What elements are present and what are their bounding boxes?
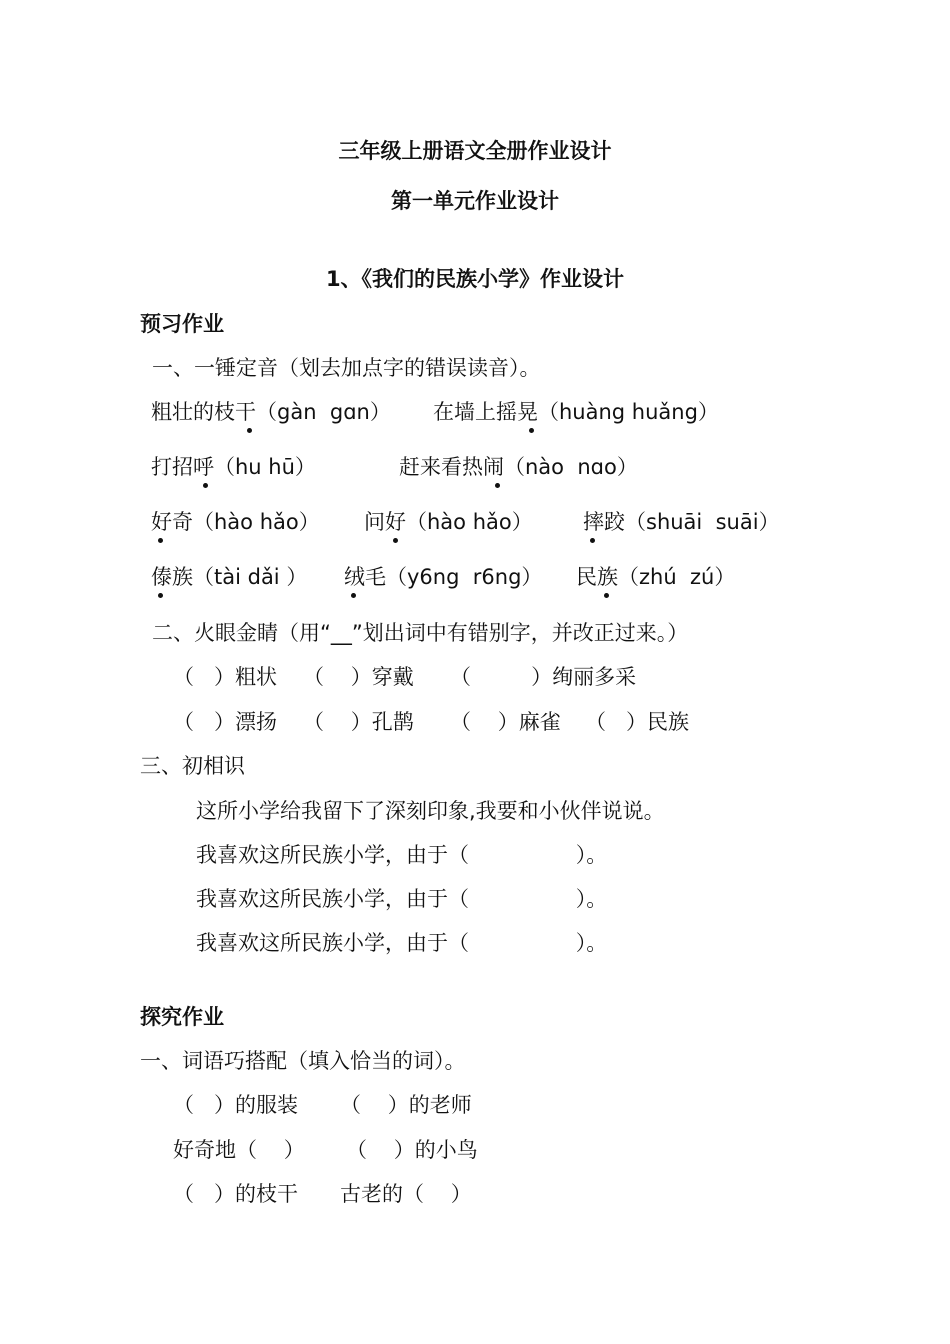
explore-q1-item: 古老的（ ）	[340, 1182, 472, 1206]
explore-q1-item: 好奇地（ ）	[173, 1138, 305, 1162]
emphasis-dot	[247, 428, 252, 433]
preview-heading: 预习作业	[140, 312, 224, 336]
emphasis-dot	[393, 538, 398, 543]
emphasis-dot	[604, 593, 609, 598]
explore-q1-item: （ ）的服装	[173, 1093, 299, 1117]
explore-q1-item: （ ）的小鸟	[346, 1138, 478, 1162]
explore-q1-item: （ ）的枝干	[173, 1182, 299, 1206]
q3-line: 我喜欢这所民族小学，由于（ ）。	[196, 843, 608, 867]
q1-item: 赶来看热闹（nào nɑo）	[399, 455, 638, 479]
q1-item: 民族（zhú zú）	[576, 565, 736, 589]
q2-item: （ ）绚丽多采	[450, 665, 637, 689]
emphasis-dot	[529, 428, 534, 433]
q1-item: 问好（hào hǎo）	[364, 510, 533, 534]
emphasis-dot	[495, 483, 500, 488]
q2-prompt: 二、火眼金睛（用“__”划出词中有错别字，并改正过来。）	[152, 621, 689, 645]
q1-prompt: 一、一锤定音（划去加点字的错误读音）。	[152, 356, 541, 380]
q1-item: 傣族（tài dǎi ）	[151, 565, 308, 589]
q3-line: 我喜欢这所民族小学，由于（ ）。	[196, 887, 608, 911]
q3-line: 我喜欢这所民族小学，由于（ ）。	[196, 931, 608, 955]
emphasis-dot	[158, 593, 163, 598]
q1-item: 在墙上摇晃（huàng huǎng）	[433, 400, 719, 424]
emphasis-dot	[351, 593, 356, 598]
q2-item: （ ）穿戴	[303, 665, 414, 689]
lesson-title: 1、《我们的民族小学》作业设计	[325, 267, 625, 291]
q3-intro: 这所小学给我留下了深刻印象,我要和小伙伴说说。	[196, 799, 665, 823]
emphasis-dot	[590, 538, 595, 543]
explore-q1-prompt: 一、词语巧搭配（填入恰当的词）。	[140, 1049, 466, 1073]
q1-item: 打招呼（hu hū）	[151, 455, 316, 479]
q1-item: 粗壮的枝干（gàn gɑn）	[151, 400, 391, 424]
explore-q1-item: （ ）的老师	[340, 1093, 472, 1117]
emphasis-dot	[158, 538, 163, 543]
q2-item: （ ）麻雀	[450, 710, 561, 734]
q1-item: 绒毛（y6ng r6ng）	[344, 565, 543, 589]
q2-item: （ ）漂扬	[173, 710, 278, 734]
q2-item: （ ）粗状	[173, 665, 278, 689]
unit-title: 第一单元作业设计	[391, 189, 559, 213]
q2-item: （ ）孔鹊	[303, 710, 414, 734]
document-title: 三年级上册语文全册作业设计	[338, 139, 612, 163]
q2-item: （ ）民族	[585, 710, 690, 734]
explore-heading: 探究作业	[140, 1005, 224, 1029]
emphasis-dot	[203, 483, 208, 488]
q1-item: 好奇（hào hǎo）	[151, 510, 320, 534]
q1-item: 摔跤（shuāi suāi）	[583, 510, 780, 534]
q3-prompt: 三、初相识	[140, 754, 245, 778]
